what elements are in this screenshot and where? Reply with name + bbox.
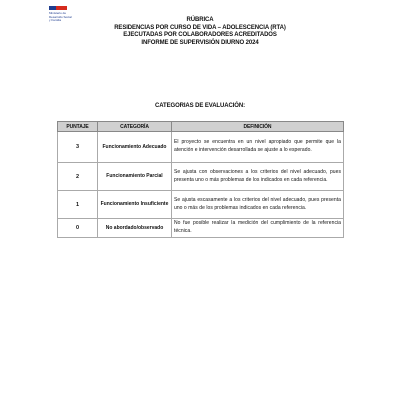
category-cell: Funcionamiento Adecuado <box>98 132 172 163</box>
flag-blue-block <box>49 6 56 10</box>
category-cell: Funcionamiento Insuficiente <box>98 191 172 219</box>
document-subtitle-line: RESIDENCIAS POR CURSO DE VIDA – ADOLESCENCIA (RTA) <box>114 24 286 31</box>
table-header-row <box>58 122 344 132</box>
category-cell: No abordado/observado <box>98 219 172 238</box>
logo-text-line: Desarrollo Social <box>49 14 72 19</box>
table-row <box>58 219 344 238</box>
score-cell: 0 <box>58 219 98 238</box>
logo-text-line: y Familia <box>49 18 62 23</box>
table-row <box>58 191 344 219</box>
table-row <box>58 132 344 163</box>
evaluation-categories-table <box>57 121 344 238</box>
header-definition: DEFINICIÓN <box>172 122 344 132</box>
flag-red-block <box>56 6 67 10</box>
definition-cell: No fue posible realizar la medición del cumplimiento de la referencia técnica. <box>172 219 344 238</box>
header-category: CATEGORÍA <box>98 122 172 132</box>
definition-cell: Se ajusta escasamente a los criterios del nivel adecuado, pues presenta uno o más de los problemas indicados en cada referencia. <box>172 191 344 219</box>
score-cell: 2 <box>58 163 98 191</box>
table-row <box>58 163 344 191</box>
score-cell: 1 <box>58 191 98 219</box>
definition-cell: El proyecto se encuentra en un nivel apropiado que permite que la atención e intervención desarrollada se ajuste a lo esperado. <box>172 132 344 163</box>
score-cell: 3 <box>58 132 98 163</box>
document-title: RÚBRICA <box>186 17 214 23</box>
logo-text-line: Ministerio de <box>49 11 67 15</box>
flag-icon <box>49 6 67 10</box>
header-score: PUNTAJE <box>58 122 98 132</box>
category-cell: Funcionamiento Parcial <box>98 163 172 191</box>
section-title: CATEGORIAS DE EVALUACIÓN: <box>155 103 245 109</box>
document-subtitle-line: INFORME DE SUPERVISIÓN DIURNO 2024 <box>141 39 259 46</box>
definition-cell: Se ajusta con observaciones a los criterios del nivel adecuado, pues presenta uno o más problemas de los indicados en cada referencia. <box>172 163 344 191</box>
document-subtitle-line: EJECUTADAS POR COLABORADORES ACREDITADOS <box>123 32 277 39</box>
